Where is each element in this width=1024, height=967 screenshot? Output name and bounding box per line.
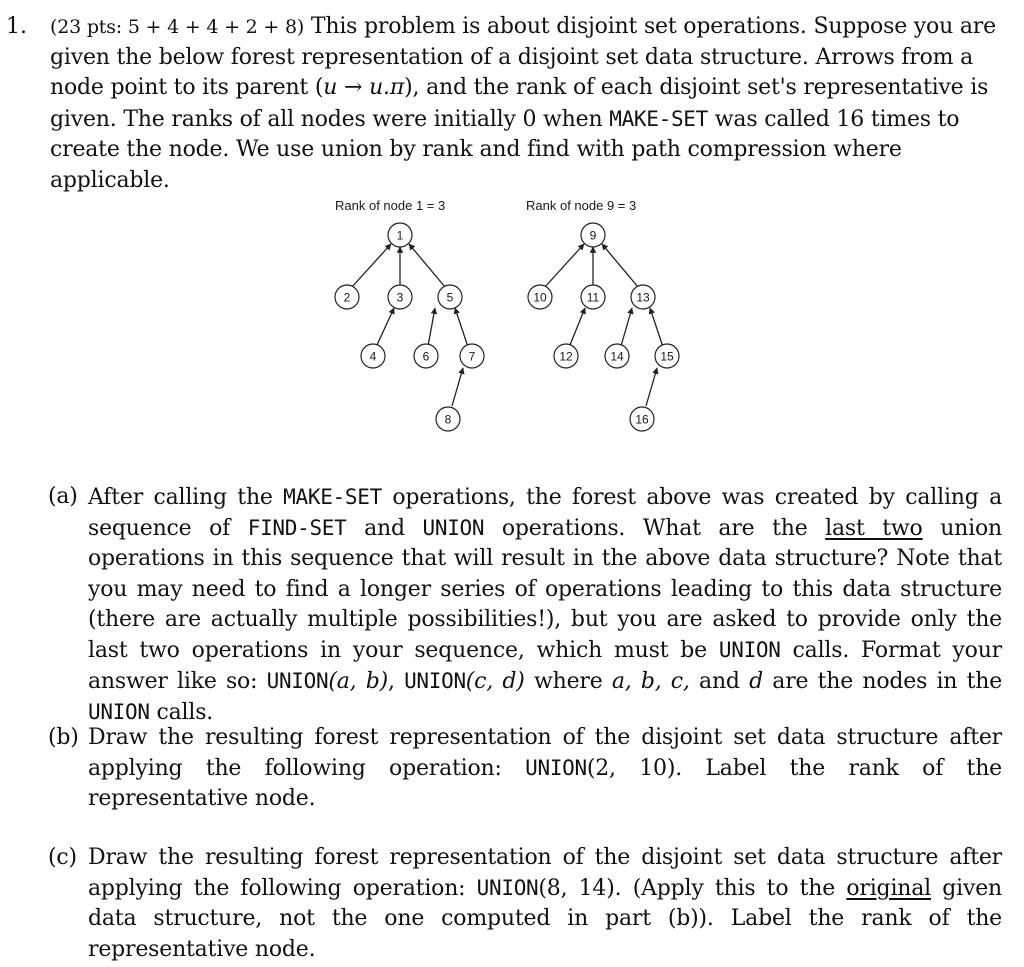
- part-a-union-code-4: UNION: [404, 669, 466, 694]
- part-a-findset-code: FIND-SET: [247, 516, 347, 541]
- part-a-union-code-3: UNION: [266, 669, 329, 694]
- node-15-label: 15: [660, 349, 674, 364]
- node-9: [581, 223, 605, 247]
- edge-16-to-15: [646, 368, 657, 406]
- part-a-last-two-underlined: last two: [825, 516, 923, 542]
- node-11-label: 11: [586, 290, 600, 305]
- node-7: [460, 344, 484, 368]
- part-c-union-args: (8, 14): [538, 876, 615, 902]
- part-c-label: (c): [48, 845, 77, 870]
- part-a-text-2: operations, the forest above was created by calling a sequence of: [88, 485, 1002, 542]
- part-a-union-code-1: UNION: [422, 516, 485, 541]
- edge-10-to-9: [544, 244, 584, 288]
- node-2-label: 2: [343, 290, 351, 305]
- node-3-label: 3: [396, 290, 404, 305]
- part-a-args-ab: (a, b): [328, 669, 388, 695]
- part-a-text-9: are the nodes in the: [763, 669, 1003, 695]
- makeset-code: MAKE-SET: [609, 106, 708, 131]
- part-a-label: (a): [48, 484, 78, 509]
- part-b-union-code: UNION: [525, 756, 587, 781]
- part-a-makeset-code: MAKE-SET: [283, 485, 382, 509]
- intro-text-3: was called 16 times to create the node. We use union by rank and find with path compression where applicable.: [50, 106, 960, 193]
- edge-6-to-5: [428, 308, 435, 346]
- part-a-text-4: operations. What are the: [484, 516, 826, 542]
- part-a-text-7: where: [524, 669, 612, 695]
- part-c-union-code: UNION: [476, 876, 539, 901]
- node-14-label: 14: [610, 349, 624, 364]
- part-b-union-args: (2, 10): [586, 756, 676, 782]
- node-4: [361, 344, 385, 368]
- math-u-pi: u.π: [369, 75, 405, 100]
- node-16-label: 16: [635, 412, 649, 427]
- node-4-label: 4: [369, 349, 377, 364]
- node-6: [414, 344, 438, 368]
- tree2-rank-label: Rank of node 9 = 3: [526, 198, 637, 213]
- edge-8-to-7: [452, 368, 463, 406]
- part-a-vars: a, b, c,: [611, 669, 690, 695]
- part-a-union-code-5: UNION: [88, 700, 150, 725]
- node-11: [581, 285, 605, 309]
- disjoint-set-forest-diagram: [300, 192, 720, 442]
- tree1-rank-label: Rank of node 1 = 3: [335, 198, 446, 213]
- problem-intro: [50, 12, 1002, 196]
- node-15: [655, 344, 679, 368]
- part-b-text: [88, 723, 1002, 815]
- edge-15-to-13: [650, 308, 663, 347]
- node-9-label: 9: [589, 228, 597, 243]
- node-13-label: 13: [636, 290, 650, 305]
- part-a-comma: ,: [387, 669, 405, 695]
- part-a-text-6: calls. Format your answer like so:: [88, 638, 1002, 695]
- node-5: [438, 285, 462, 309]
- node-1-label: 1: [396, 228, 404, 243]
- part-c-text-2: . (Apply this to the: [614, 876, 847, 902]
- part-c-original-underlined: original: [846, 876, 931, 902]
- node-12-label: 12: [559, 349, 573, 364]
- node-8: [436, 407, 460, 431]
- part-b-text-2: . Label the rank of the representative node.: [88, 756, 1002, 812]
- part-a-args-cd: (c, d): [465, 669, 525, 695]
- node-3: [388, 285, 412, 309]
- part-a-text: [88, 482, 1002, 729]
- points-breakdown: (23 pts: 5 + 4 + 4 + 2 + 8): [50, 16, 305, 38]
- node-12: [554, 344, 578, 368]
- node-2: [335, 285, 359, 309]
- intro-text-2: ), and the rank of each disjoint set's representative is given. The ranks of all nodes were initially 0 when: [50, 75, 989, 132]
- part-b-text-1: Draw the resulting forest representation of the disjoint set data structure after applying the following operation:: [88, 725, 1002, 782]
- edge-14-to-13: [621, 308, 632, 346]
- part-a: [48, 482, 1002, 729]
- part-c-text: [88, 843, 1002, 965]
- node-8-label: 8: [444, 412, 452, 427]
- part-c: [48, 843, 1002, 965]
- part-c-text-1: Draw the resulting forest representation of the disjoint set data structure after applying the following operation:: [88, 845, 1002, 902]
- math-arrow: →: [337, 75, 370, 100]
- node-1: [388, 223, 412, 247]
- node-10-label: 10: [533, 290, 547, 305]
- part-a-text-5: union operations in this sequence that will result in the above data structure? Note that you may need to find a longer series of operations leading to this data structure (there are actually multiple possibilities!), but you are asked to provide only the last two operations in your sequence, which must be: [88, 516, 1002, 664]
- part-a-text-10: calls.: [149, 700, 214, 726]
- part-a-var-d: d: [749, 669, 763, 695]
- parent-pointer-edges: [351, 244, 663, 406]
- node-7-label: 7: [468, 349, 476, 364]
- part-c-text-3: given data structure, not the one computed in part (b)). Label the rank of the representative node.: [88, 876, 1003, 962]
- part-a-text-1: After calling the: [88, 485, 284, 510]
- edge-7-to-5: [455, 308, 468, 347]
- part-b: [48, 723, 1002, 815]
- edge-2-to-1: [351, 244, 391, 288]
- math-u: u: [323, 75, 338, 100]
- part-a-text-8: and: [689, 669, 750, 695]
- edge-12-to-11: [570, 308, 585, 345]
- part-a-union-code-2: UNION: [718, 638, 781, 663]
- node-6-label: 6: [422, 349, 430, 364]
- intro-text-1: This problem is about disjoint set operations. Suppose you are given the below forest representation of a disjoint set data structure. Arrows from a node point to its parent (: [50, 14, 996, 100]
- node-5-label: 5: [446, 290, 454, 305]
- edge-4-to-3: [377, 308, 394, 345]
- edge-5-to-1: [409, 244, 445, 287]
- part-a-text-3: and: [346, 516, 423, 542]
- edge-13-to-9: [602, 244, 638, 287]
- part-b-label: (b): [48, 725, 79, 750]
- node-13: [631, 285, 655, 309]
- problem-number: 1.: [6, 14, 27, 39]
- node-14: [605, 344, 629, 368]
- node-16: [630, 407, 654, 431]
- node-10: [528, 285, 552, 309]
